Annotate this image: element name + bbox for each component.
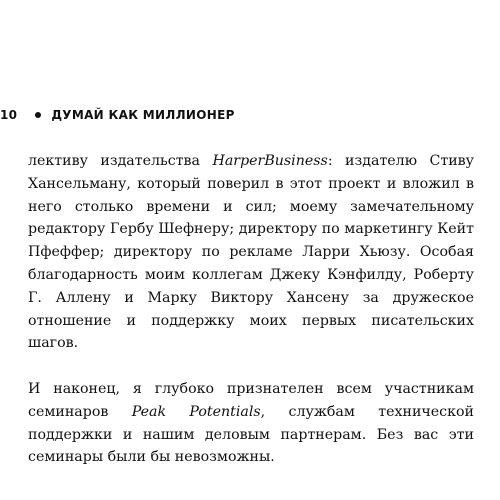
book-title: ДУМАЙ КАК МИЛЛИОНЕР (51, 108, 235, 122)
paragraph-text: : издателю Стиву Хансельману, который поверил в этот проект и вложил в него столько времени и сил; моему замечательному редактору Гербу Шефнеру; директору по маркетингу Кейт Пфеффер; директору по рекламе Ларри Хьюзу. Особая благодарность моим коллегам Джеку Кэнфилду, Роберту Г. Аллену и Марку Виктору Хансену за дружеское отношение и поддержку моих первых писательских шагов. (28, 153, 475, 352)
publisher-name: HarperBusiness (212, 153, 328, 169)
bullet-separator-icon (35, 112, 41, 118)
paragraph-text: лективу издательства (28, 153, 213, 169)
running-head (0, 106, 235, 124)
page-number: 10 (0, 108, 18, 122)
seminar-name: Peak Potentials (131, 403, 261, 420)
paragraph-text: , службам технической поддержки и нашим деловым партнерам. Без вас эти семинары были бы невозможны. (28, 403, 474, 466)
paragraph-text: И наконец, я глубоко признателен всем участникам семинаров (28, 380, 474, 420)
paragraph-acknowledgements-publisher (28, 150, 474, 355)
paragraph-acknowledgements-participants (28, 378, 474, 469)
body-text (28, 150, 474, 469)
